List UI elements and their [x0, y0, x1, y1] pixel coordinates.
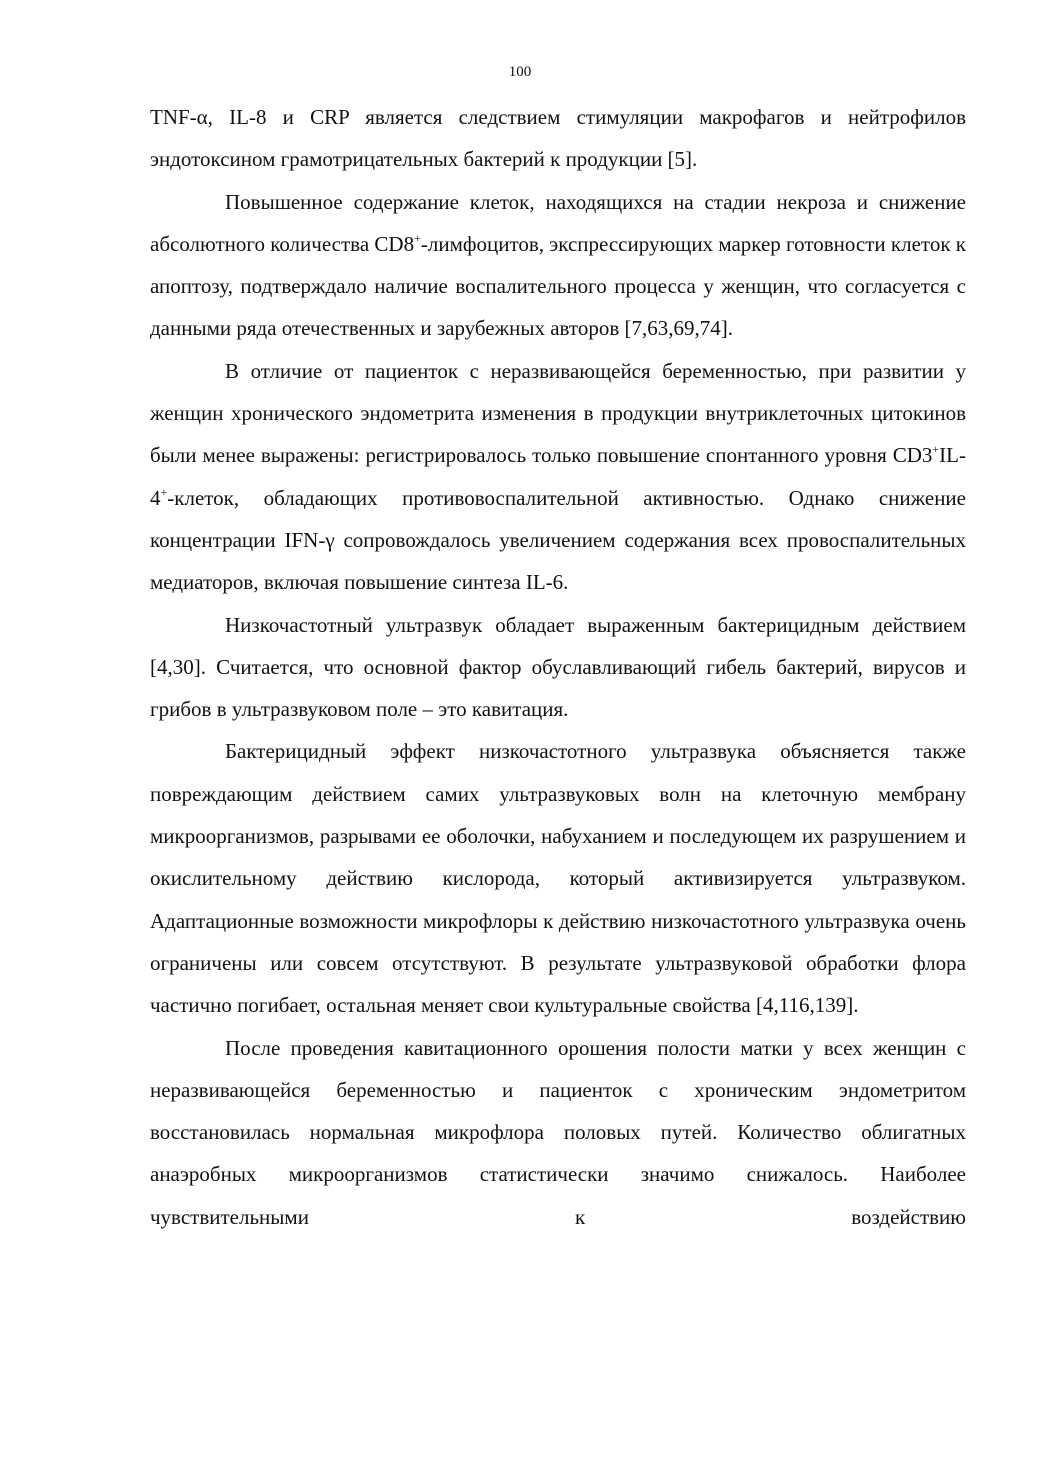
text-run: Низкочастотный ультразвук обладает выраженным бактерицидным действием [4,30]. Считается, что основной фактор обуславливающий гибель бактерий, вирусов и грибов в ультразвуковом поле – это кавитация.	[150, 612, 966, 722]
paragraph	[150, 1027, 966, 1238]
text-run: -клеток, обладающих противовоспалительной активностью. Однако снижение концентрации IFN-γ сопровождалось увеличением содержания всех провоспалительных медиаторов, включая повышение синтеза IL-6.	[150, 485, 966, 595]
paragraph	[150, 604, 966, 731]
superscript: +	[160, 484, 168, 499]
superscript: +	[932, 442, 940, 457]
page-number: 100	[508, 64, 532, 80]
text-run: В отличие от пациенток с неразвивающейся беременностью, при развитии у женщин хронического эндометрита изменения в продукции внутриклеточных цитокинов были менее выражены: регистрировалось только повышение спонтанного уровня CD3	[150, 358, 966, 468]
text-run: Повышенное содержание клеток, находящихся на стадии некроза и снижение абсолютного количества CD8	[150, 189, 966, 256]
text-run: -лимфоцитов, экспрессирующих маркер готовности клеток к апоптозу, подтверждало наличие воспалительного процесса у женщин, что согласуется с данными ряда отечественных и зарубежных авторов [7,63,69,74].	[150, 231, 966, 341]
superscript: +	[414, 230, 421, 245]
body-text	[150, 96, 966, 1238]
text-run: IL-4	[150, 443, 966, 510]
paragraph	[150, 730, 966, 1026]
text-run: TNF-α, IL-8 и CRP является следствием стимуляции макрофагов и нейтрофилов эндотоксином грамотрицательных бактерий к продукции [5].	[150, 105, 966, 172]
paragraph	[150, 350, 966, 604]
paragraph	[150, 181, 966, 350]
text-run: Бактерицидный эффект низкочастотного ультразвука объясняется также повреждающим действием самих ультразвуковых волн на клеточную мембрану микроорганизмов, разрывами ее оболочки, набуханием и последующем их разрушением и окислительному действию кислорода, который активизируется ультразвуком. Адаптационные возможности микрофлоры к действию низкочастотного ультразвука очень ограничены или совсем отсутствуют. В результате ультразвуковой обработки флора частично погибает, остальная меняет свои культуральные свойства [4,116,139].	[150, 739, 966, 1018]
text-run: После проведения кавитационного орошения полости матки у всех женщин с неразвивающейся беременностью и пациенток с хроническим эндометритом восстановилась нормальная микрофлора половых путей. Количество облигатных анаэробных микроорганизмов статистически значимо снижалось. Наиболее чувствительными к воздействию	[150, 1035, 966, 1229]
paragraph	[150, 96, 966, 181]
